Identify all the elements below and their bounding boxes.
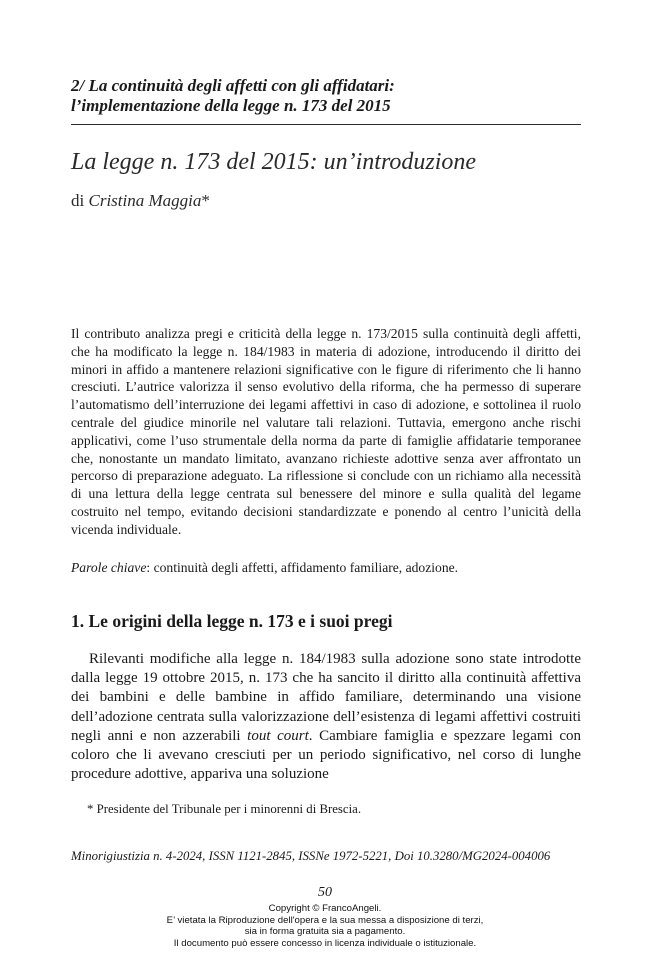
author-footnote-mark: *	[201, 191, 210, 210]
body-text-part-1: Rilevanti modifiche alla legge n. 184/1983 sulla adozione sono state introdotte dalla legge 19 ottobre 2015, n. 173 che ha sancito il diritto alla continuità affettiva dei bambini e delle bambine in affido familiare, determinando una visione dell’adozione centrata sulla valorizzazione dell’esistenza di legami affettivi costruiti negli anni e non azzerabili	[71, 651, 581, 744]
author-line	[71, 190, 210, 212]
journal-citation: Minorigiustizia n. 4-2024, ISSN 1121-2845, ISSNe 1972-5221, Doi 10.3280/MG2024-004006	[71, 849, 551, 863]
keywords	[71, 559, 581, 577]
body-text-italic: tout court	[247, 727, 309, 744]
copyright-notice	[0, 903, 650, 949]
body-paragraph	[71, 650, 581, 784]
abstract: Il contributo analizza pregi e criticità della legge n. 173/2015 sulla continuità degli affetti, che ha modificato la legge n. 184/1983 in materia di adozione, introducendo il diritto dei minori in affido a mantenere relazioni significative con le figure di riferimento che li hanno cresciuti. L’autrice valorizza il senso evolutivo della riforma, che ha permesso di superare l’automatismo dell’interruzione dei legami affettivi in caso di adozione, e sottolinea il ruolo centrale del giudice minorile nel valutare tali relazioni. Tuttavia, emergono anche rischi applicativi, come l’uso strumentale della norma da parte di famiglie affidatarie temporanee che, nonostante un mandato limitato, avanzano richieste adottive senza aver affrontato un percorso di preparazione adeguato. La riflessione si conclude con un richiamo alla necessità di una lettura della legge centrata sul benessere del minore e sulla qualità del legame costruito nel tempo, evitando decisioni standardizzate e ponendo al centro l’unicità della vicenda individuale.	[71, 326, 581, 537]
footnote: * Presidente del Tribunale per i minorenni di Brescia.	[87, 802, 362, 816]
keywords-label: Parole chiave	[71, 560, 147, 575]
copyright-line-3: sia in forma gratuita sia a pagamento.	[244, 926, 406, 938]
section-title-line-2: l’implementazione della legge n. 173 del 2015	[71, 96, 391, 115]
body-text-part-2: . Cambiare famiglia e spezzare legami con coloro che li avevano cresciuti per un periodo significativo, nel corso di lunghe procedure adottive, appariva una soluzione	[71, 727, 581, 783]
copyright-line-1: Copyright © FrancoAngeli.	[268, 903, 382, 914]
section-divider	[71, 124, 581, 125]
section-title-line-1: 2/ La continuità degli affetti con gli affidatari:	[71, 76, 395, 95]
keywords-separator: :	[146, 560, 154, 575]
page-number: 50	[318, 885, 332, 900]
section-heading: 1. Le origini della legge n. 173 e i suoi pregi	[71, 611, 393, 631]
copyright-line-4: Il documento può essere concesso in licenza individuale o istituzionale.	[173, 937, 477, 949]
author-prefix: di	[71, 191, 89, 210]
author-name: Cristina Maggia	[88, 191, 202, 210]
article-title: La legge n. 173 del 2015: un’introduzione	[71, 149, 477, 175]
copyright-line-2: E’ vietata la Riproduzione dell'opera e la sua messa a disposizione di terzi,	[166, 914, 484, 926]
keywords-values: continuità degli affetti, affidamento familiare, adozione.	[153, 560, 459, 575]
section-title	[71, 76, 581, 116]
